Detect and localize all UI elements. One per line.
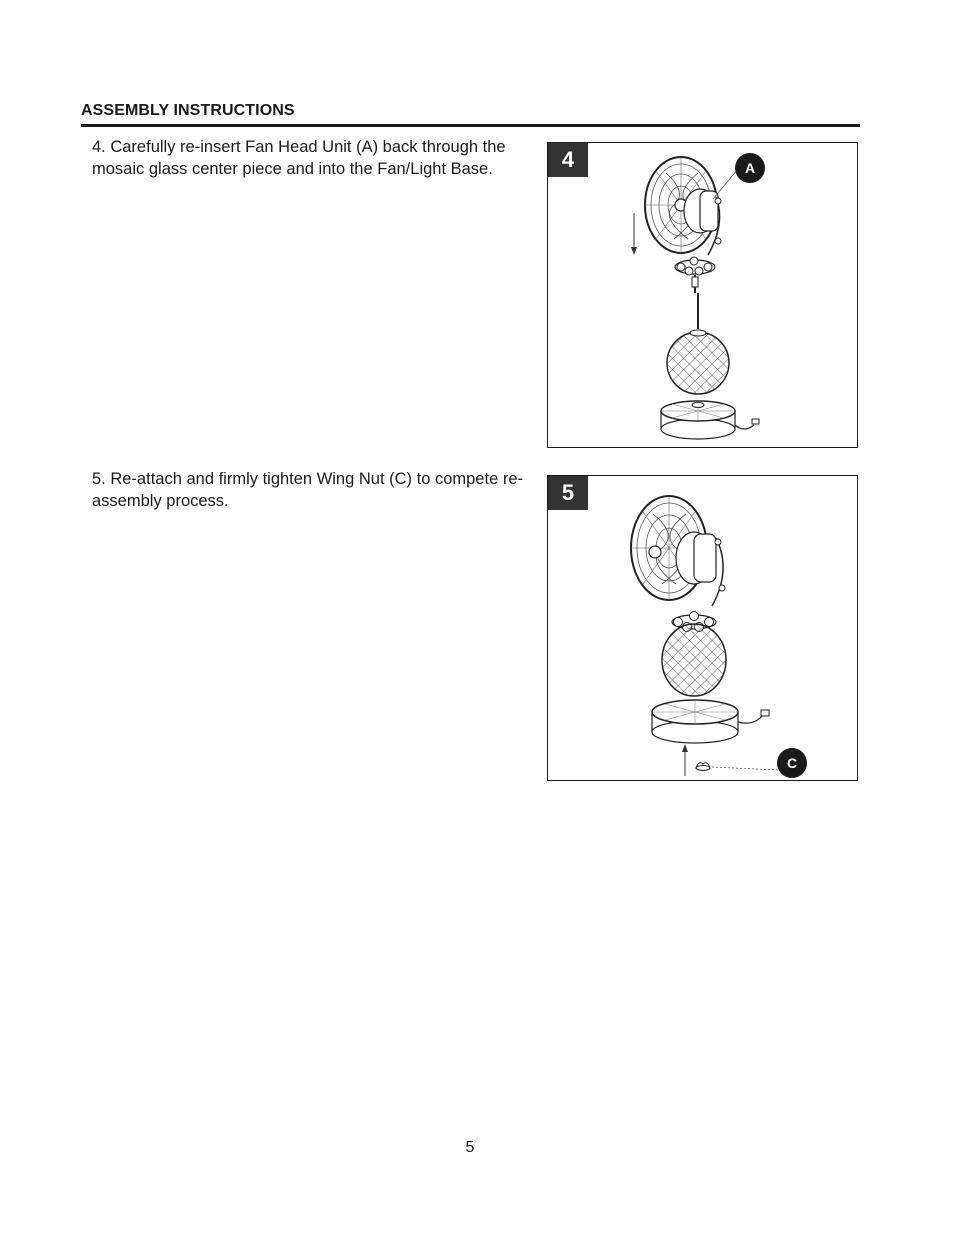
wing-nut-icon xyxy=(696,763,710,771)
step-5-text: 5. Re-attach and firmly tighten Wing Nut (C) to compete re-assembly process. xyxy=(92,470,523,510)
fan-light-base-icon xyxy=(652,700,769,743)
fan-assembled-illustration xyxy=(548,476,857,780)
mosaic-globe-icon xyxy=(548,323,857,403)
fan-head-unit-icon xyxy=(645,157,721,255)
callout-a-label: A xyxy=(735,153,765,183)
header-rule xyxy=(81,124,860,127)
step-4-illustration xyxy=(547,142,858,448)
step-4-text: 4. Carefully re-insert Fan Head Unit (A) back through the mosaic glass center piece and into the Fan/Light Base. xyxy=(92,138,506,178)
page-number: 5 xyxy=(465,1139,475,1156)
step-5-illustration xyxy=(547,475,858,781)
mosaic-cap-icon xyxy=(675,257,715,275)
fan-exploded-illustration xyxy=(548,143,857,447)
fan-light-base-icon xyxy=(661,401,759,439)
mosaic-globe-icon xyxy=(548,616,857,706)
fan-head-unit-icon xyxy=(631,496,725,606)
step-4-badge: 4 xyxy=(548,143,588,177)
callout-c-label: C xyxy=(777,748,807,778)
step-5-badge: 5 xyxy=(548,476,588,510)
section-title: ASSEMBLY INSTRUCTIONS xyxy=(81,102,295,119)
